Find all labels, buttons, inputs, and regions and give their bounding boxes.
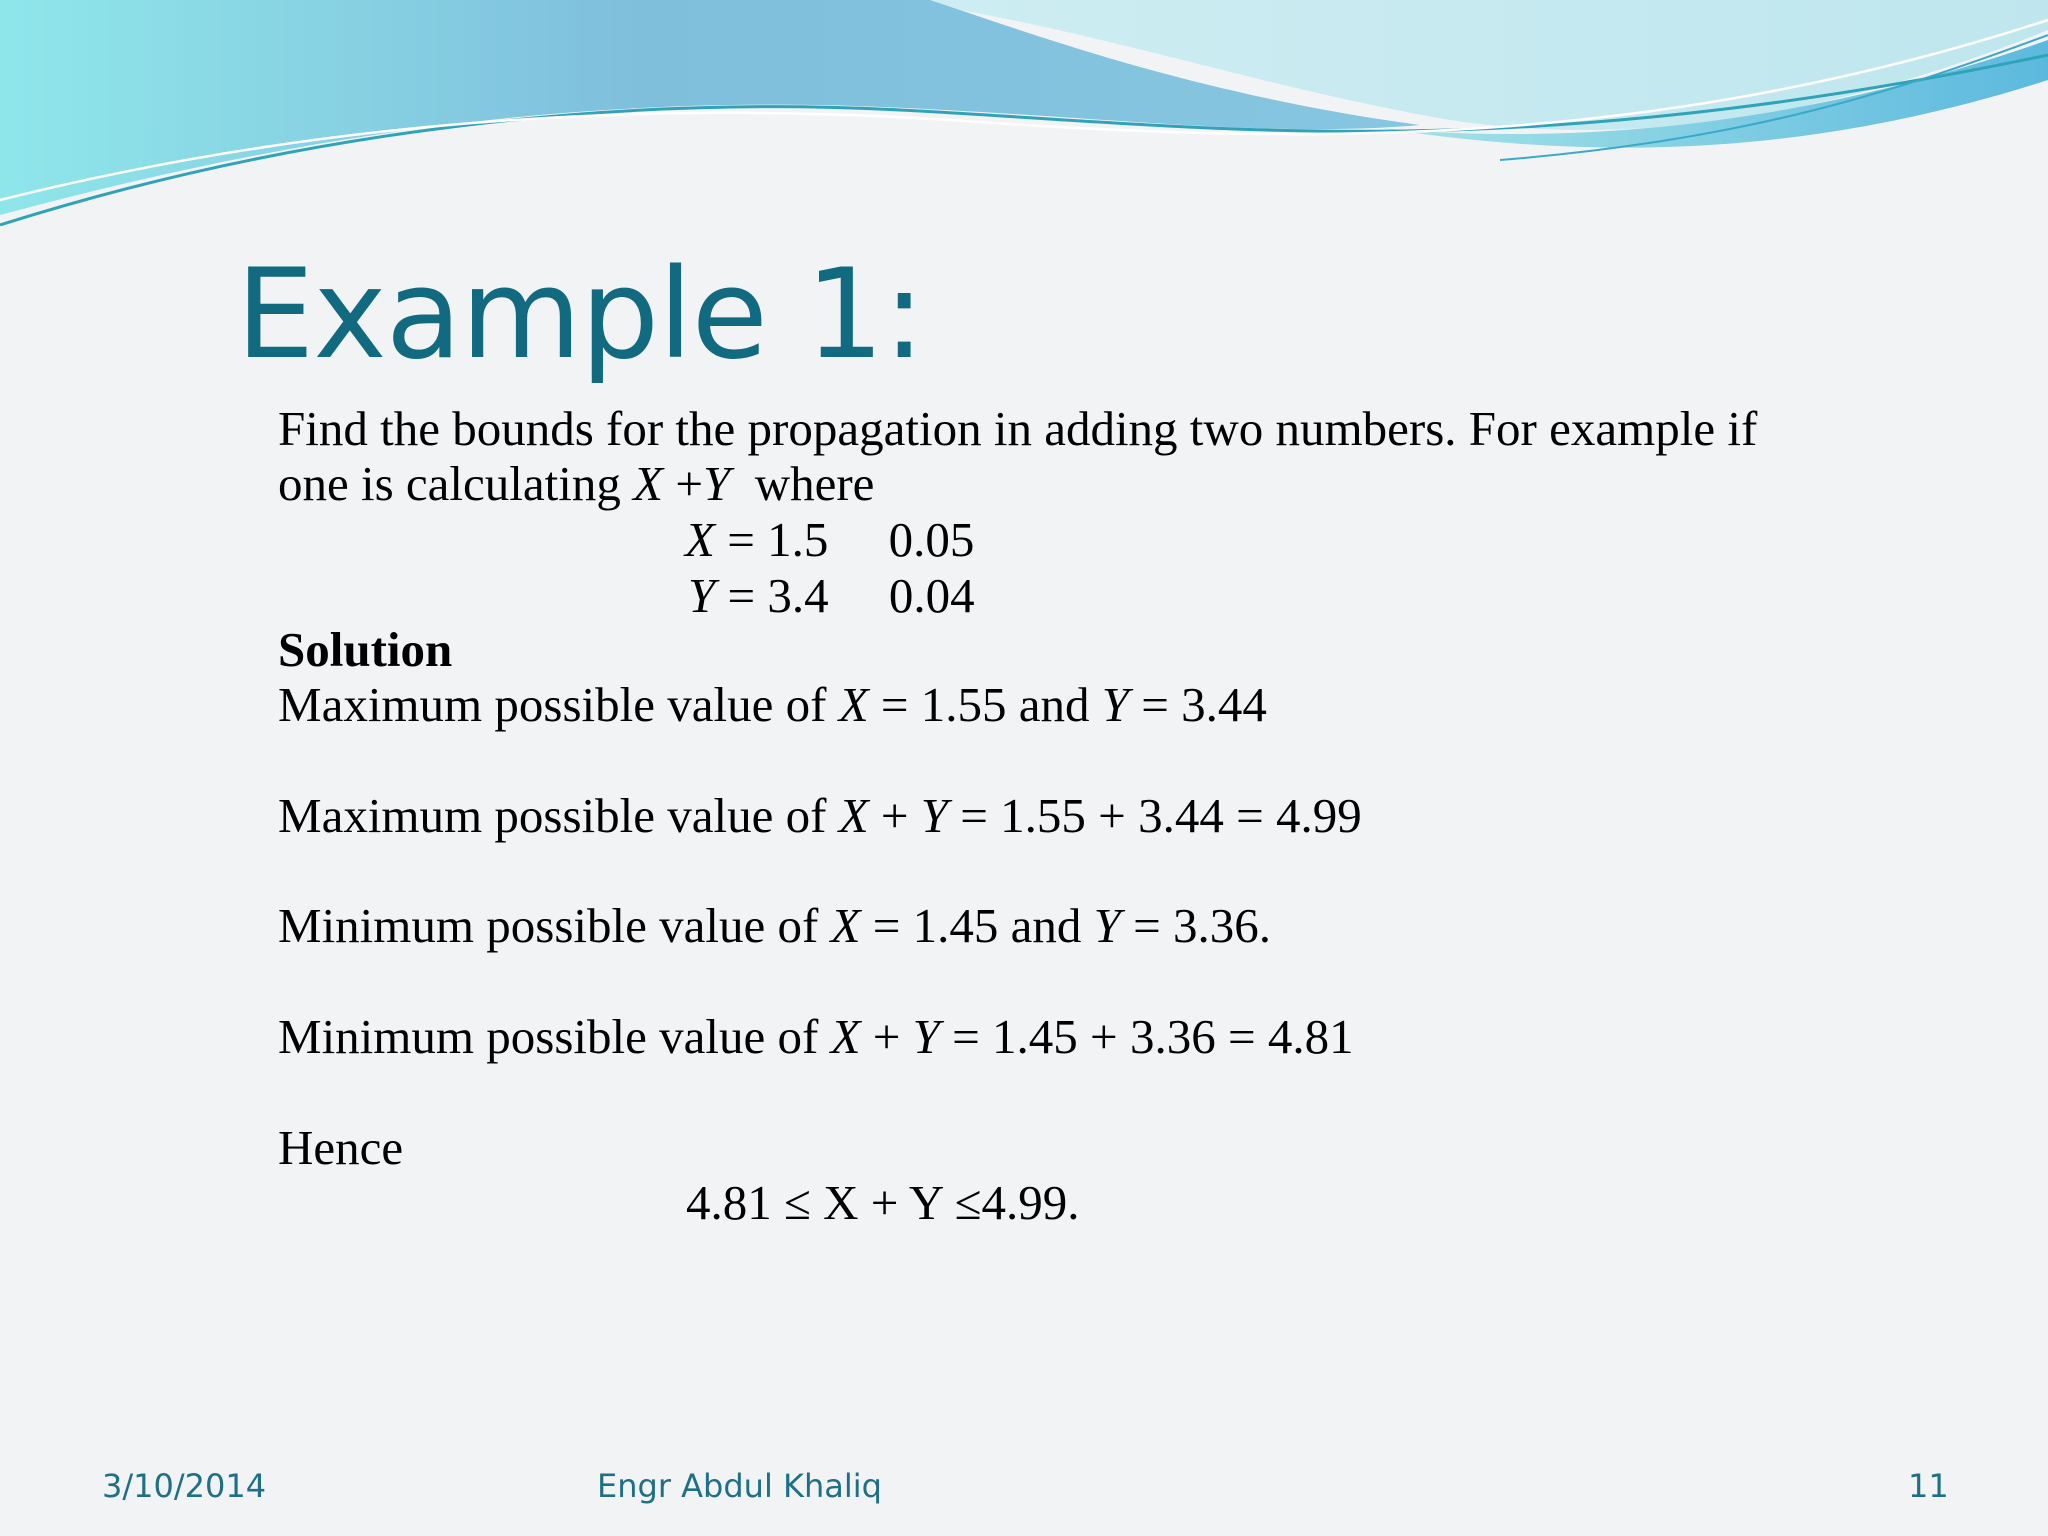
step-2-mid: + — [868, 788, 921, 843]
result-inequality: 4.81 ≤ X + Y ≤4.99. — [686, 1175, 1080, 1230]
hence-label: Hence — [278, 1120, 404, 1175]
step-3-var-x: X — [830, 898, 861, 953]
slide-title: Example 1: — [236, 243, 925, 387]
problem-line-2 — [278, 456, 874, 512]
step-2-var-y: Y — [920, 788, 949, 843]
step-3-tail: = 3.36. — [1120, 898, 1272, 953]
step-4-prefix: Minimum possible value of — [278, 1009, 831, 1064]
given-y-var: Y — [688, 568, 716, 623]
step-4 — [278, 1009, 1354, 1065]
given-y — [688, 568, 975, 624]
step-2-tail: = 1.55 + 3.44 = 4.99 — [948, 788, 1362, 843]
given-y-tol: 0.04 — [888, 568, 975, 623]
step-1-var-x: X — [838, 677, 869, 732]
step-4-var-x: X — [830, 1009, 861, 1064]
step-4-mid: + — [860, 1009, 913, 1064]
step-2-var-x: X — [838, 788, 869, 843]
given-y-eq: = 3.4 — [715, 568, 829, 623]
solution-heading: Solution — [278, 622, 453, 677]
footer-page-number: 11 — [1908, 1467, 1949, 1505]
problem-line-1: Find the bounds for the propagation in adding two numbers. For example if — [278, 401, 1758, 456]
step-2 — [278, 788, 1362, 844]
given-x-eq: = 1.5 — [714, 512, 829, 567]
header-wave-decoration — [0, 0, 2048, 240]
expr-x: X — [633, 456, 664, 511]
step-4-var-y: Y — [912, 1009, 940, 1064]
step-1-tail: = 3.44 — [1129, 677, 1267, 732]
step-4-tail: = 1.45 + 3.36 = 4.81 — [939, 1009, 1354, 1064]
given-x-var: X — [685, 512, 715, 567]
given-x — [685, 512, 974, 568]
footer-date: 3/10/2014 — [102, 1467, 267, 1505]
problem-line-2-suffix: where — [754, 456, 875, 511]
step-3 — [278, 898, 1271, 954]
step-1 — [278, 677, 1267, 733]
expr-op: + — [663, 456, 703, 511]
step-2-prefix: Maximum possible value of — [278, 788, 839, 843]
step-1-prefix: Maximum possible value of — [278, 677, 839, 732]
problem-line-2-prefix: one is calculating — [278, 456, 621, 511]
expr-y: Y — [702, 456, 731, 511]
step-1-var-y: Y — [1101, 677, 1130, 732]
given-x-tol: 0.05 — [888, 512, 975, 567]
step-1-mid: = 1.55 and — [868, 677, 1102, 732]
step-3-var-y: Y — [1093, 898, 1121, 953]
step-3-mid: = 1.45 and — [860, 898, 1094, 953]
step-3-prefix: Minimum possible value of — [278, 898, 831, 953]
footer-author: Engr Abdul Khaliq — [597, 1467, 882, 1505]
